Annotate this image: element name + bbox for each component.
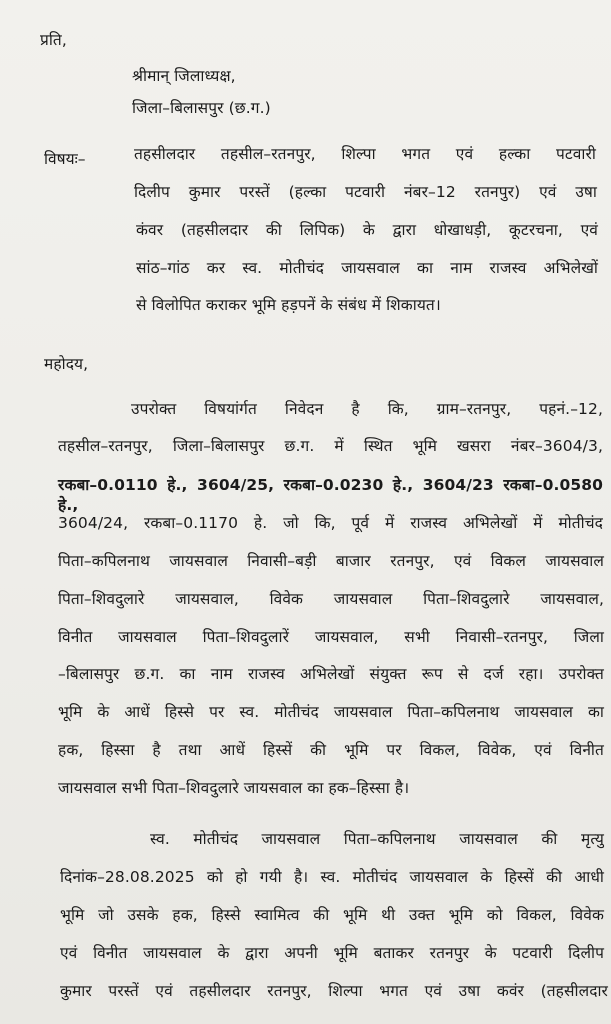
subject-line: से विलोपित कराकर भूमि हड़पनें के संबंध में शिकायत। <box>136 296 441 314</box>
paragraph-line: एवं विनीत जायसवाल के द्वारा अपनी भूमि बताकर रतनपुर के पटवारी दिलीप <box>60 944 604 962</box>
subject-line: दिलीप कुमार परस्तें (हल्का पटवारी नंबर–12 रतनपुर) एवं उषा <box>134 183 597 201</box>
paragraph-line: कुमार परस्तें एवं तहसीलदार रतनपुर, शिल्पा भगत एवं उषा कवंर (तहसीलदार <box>60 982 608 1000</box>
subject-line: तहसीलदार तहसील–रतनपुर, शिल्पा भगत एवं हल्का पटवारी <box>134 145 596 163</box>
paragraph-line: पिता–कपिलनाथ जायसवाल निवासी–बड़ी बाजार रतनपुर, एवं विकल जायसवाल <box>58 552 604 570</box>
subject-line: सांठ–गांठ कर स्व. मोतीचंद जायसवाल का नाम राजस्व अभिलेखों <box>136 259 598 277</box>
salutation: महोदय, <box>44 355 89 373</box>
paragraph-line: जायसवाल सभी पिता–शिवदुलारे जायसवाल का हक–हिस्सा है। <box>58 779 410 797</box>
address: जिला–बिलासपुर (छ.ग.) <box>132 99 271 117</box>
paragraph-line: हक, हिस्सा है तथा आधें हिस्सें की भूमि पर विकल, विवेक, एवं विनीत <box>58 741 604 759</box>
paragraph-line: विनीत जायसवाल पिता–शिवदुलारें जायसवाल, सभी निवासी–रतनपुर, जिला <box>58 628 604 646</box>
paragraph-line: तहसील–रतनपुर, जिला–बिलासपुर छ.ग. में स्थित भूमि खसरा नंबर–3604/3, <box>58 437 603 455</box>
paragraph-line: भूमि के आधें हिस्से पर स्व. मोतीचंद जायसवाल पिता–कपिलनाथ जायसवाल का <box>58 703 604 721</box>
paragraph-line: भूमि जो उसके हक, हिस्से स्वामित्व की भूमि थी उक्त भूमि को विकल, विवेक <box>60 906 604 924</box>
paragraph-line: पिता–शिवदुलारे जायसवाल, विवेक जायसवाल पिता–शिवदुलारे जायसवाल, <box>58 590 604 608</box>
subject-label: विषयः– <box>44 150 86 168</box>
paragraph-line: –बिलासपुर छ.ग. का नाम राजस्व अभिलेखों संयुक्त रूप से दर्ज रहा। उपरोक्त <box>58 665 604 683</box>
subject-line: कंवर (तहसीलदार की लिपिक) के द्वारा धोखाधड़ी, कूटरचना, एवं <box>136 221 598 239</box>
paragraph-line: रकबा–0.0110 हे., 3604/25, रकबा–0.0230 हे., 3604/23 रकबा–0.0580 हे., <box>58 476 603 514</box>
paragraph-line: उपरोक्त विषयांर्गत निवेदन है कि, ग्राम–रतनपुर, पहनं.–12, <box>131 400 603 418</box>
paragraph-line: 3604/24, रकबा–0.1170 हे. जो कि, पूर्व में राजस्व अभिलेखों में मोतीचंद <box>58 514 603 532</box>
paragraph-line: स्व. मोतीचंद जायसवाल पिता–कपिलनाथ जायसवाल की मृत्यु <box>150 830 604 848</box>
paragraph-line: दिनांक–28.08.2025 को हो गयी है। स्व. मोतीचंद जायसवाल के हिस्सें की आधी <box>60 868 604 886</box>
addressee: श्रीमान् जिलाध्यक्ष, <box>132 67 236 85</box>
to-label: प्रति, <box>40 31 67 49</box>
